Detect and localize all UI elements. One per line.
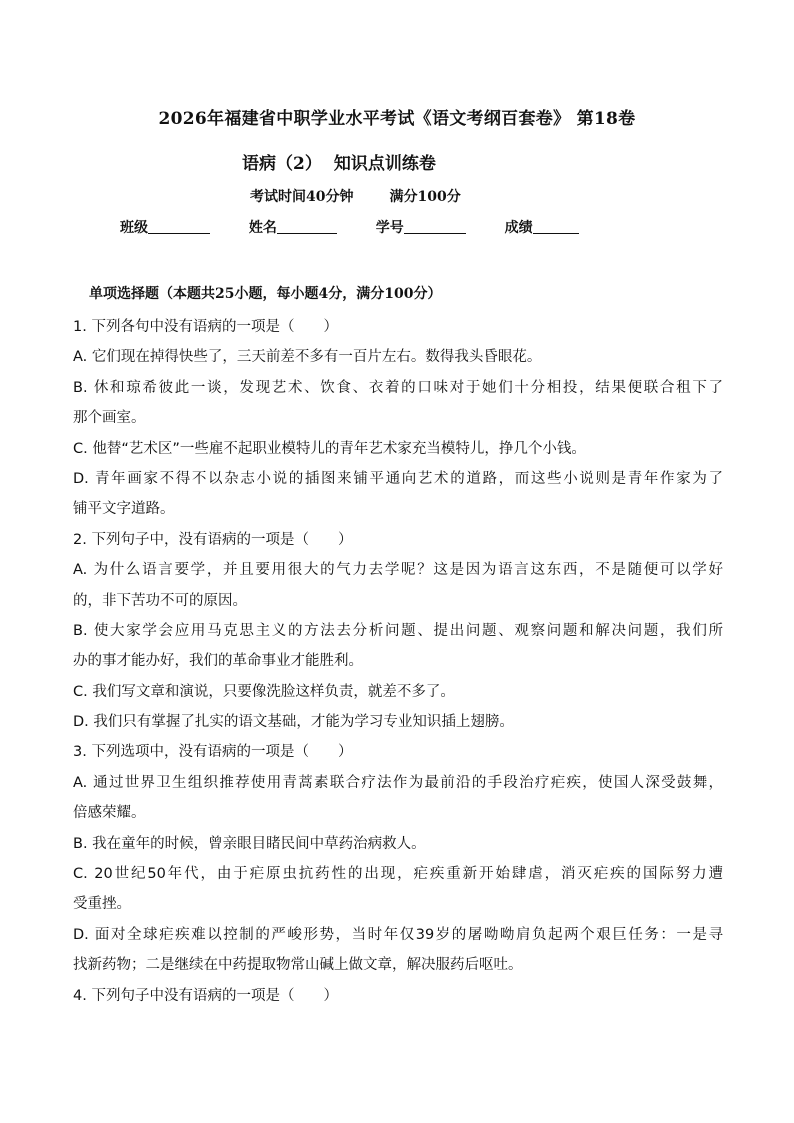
option-line-continued: 铺平文字道路。	[73, 501, 175, 518]
class-label: 班级	[120, 220, 148, 236]
option-line: D. 我们只有掌握了扎实的语文基础，才能为学习专业知识插上翅膀。	[73, 714, 514, 731]
option-line: C. 他替“艺术区”一些雇不起职业模特儿的青年艺术家充当模特儿，挣几个小钱。	[73, 440, 586, 457]
question-line: 1. 下列各句中没有语病的一项是（ ）	[73, 319, 338, 335]
option-line-continued: 办的事才能办好，我们的革命事业才能胜利。	[73, 653, 363, 670]
section-title: 单项选择题（本题共25小题，每小题4分，满分100分）	[89, 286, 442, 302]
option-line: A. 通过世界卫生组织推荐使用青蒿素联合疗法作为最前沿的手段治疗疟疾，使国人深受鼓舞，	[73, 774, 723, 791]
option-line-continued: 的，非下苦功不可的原因。	[73, 592, 247, 609]
question-body	[73, 312, 723, 1011]
option-line-continued: 那个画室。	[73, 410, 146, 427]
name-field	[249, 217, 337, 237]
name-blank[interactable]	[277, 219, 337, 234]
option-line-continued: 找新药物；二是继续在中药提取物常山碱上做文章，解决服药后呕吐。	[73, 957, 523, 974]
option-line: A. 为什么语言要学，并且要用很大的气力去学呢？这是因为语言这东西，不是随便可以学好	[73, 562, 723, 579]
id-field	[376, 217, 466, 237]
option-line: C. 我们写文章和演说，只要像洗脸这样负责，就差不多了。	[73, 683, 455, 700]
option-line: D. 青年画家不得不以杂志小说的插图来铺平通向艺术的道路，而这些小说则是青年作家为了	[73, 470, 723, 487]
question-line: 2. 下列句子中，没有语病的一项是（ ）	[73, 531, 353, 548]
student-info-line	[120, 217, 613, 237]
option-line-continued: 受重挫。	[73, 896, 131, 913]
class-blank[interactable]	[148, 219, 210, 234]
score-field	[505, 217, 579, 237]
id-blank[interactable]	[404, 219, 466, 234]
option-line: B. 休和琼希彼此一谈，发现艺术、饮食、衣着的口味对于她们十分相投，结果便联合租下了	[73, 379, 723, 396]
question-line: 3. 下列选项中，没有语病的一项是（ ）	[73, 744, 353, 761]
question-line: 4. 下列句子中没有语病的一项是（ ）	[73, 987, 338, 1004]
exam-subtitle	[242, 149, 436, 174]
exam-time: 考试时间40分钟	[250, 189, 354, 205]
option-line-continued: 倍感荣耀。	[73, 805, 146, 822]
option-line: B. 使大家学会应用马克思主义的方法去分析问题、提出问题、观察问题和解决问题，我们所	[73, 622, 723, 639]
id-label: 学号	[375, 220, 404, 236]
name-label: 姓名	[248, 220, 277, 236]
exam-title: 2026年福建省中职学业水平考试《语文考纲百套卷》 第18卷	[158, 109, 636, 129]
option-line: B. 我在童年的时候，曾亲眼目睹民间中草药治病救人。	[73, 835, 426, 852]
subtitle-topic: 语病（2）	[242, 154, 322, 174]
class-field	[120, 217, 210, 237]
option-line: D. 面对全球疟疾难以控制的严峻形势，当时年仅39岁的屠呦呦肩负起两个艰巨任务：一是寻	[73, 926, 723, 943]
full-score: 满分100分	[389, 189, 461, 205]
option-line: C. 20世纪50年代，由于疟原虫抗药性的出现，疟疾重新开始肆虐，消灭疟疾的国际努力遭	[73, 866, 723, 883]
score-label: 成绩	[504, 220, 533, 236]
exam-time-score	[250, 186, 461, 206]
option-line: A. 它们现在掉得快些了，三天前差不多有一百片左右。数得我头昏眼花。	[73, 349, 542, 366]
subtitle-type: 知识点训练卷	[333, 154, 436, 174]
score-blank[interactable]	[533, 219, 579, 234]
